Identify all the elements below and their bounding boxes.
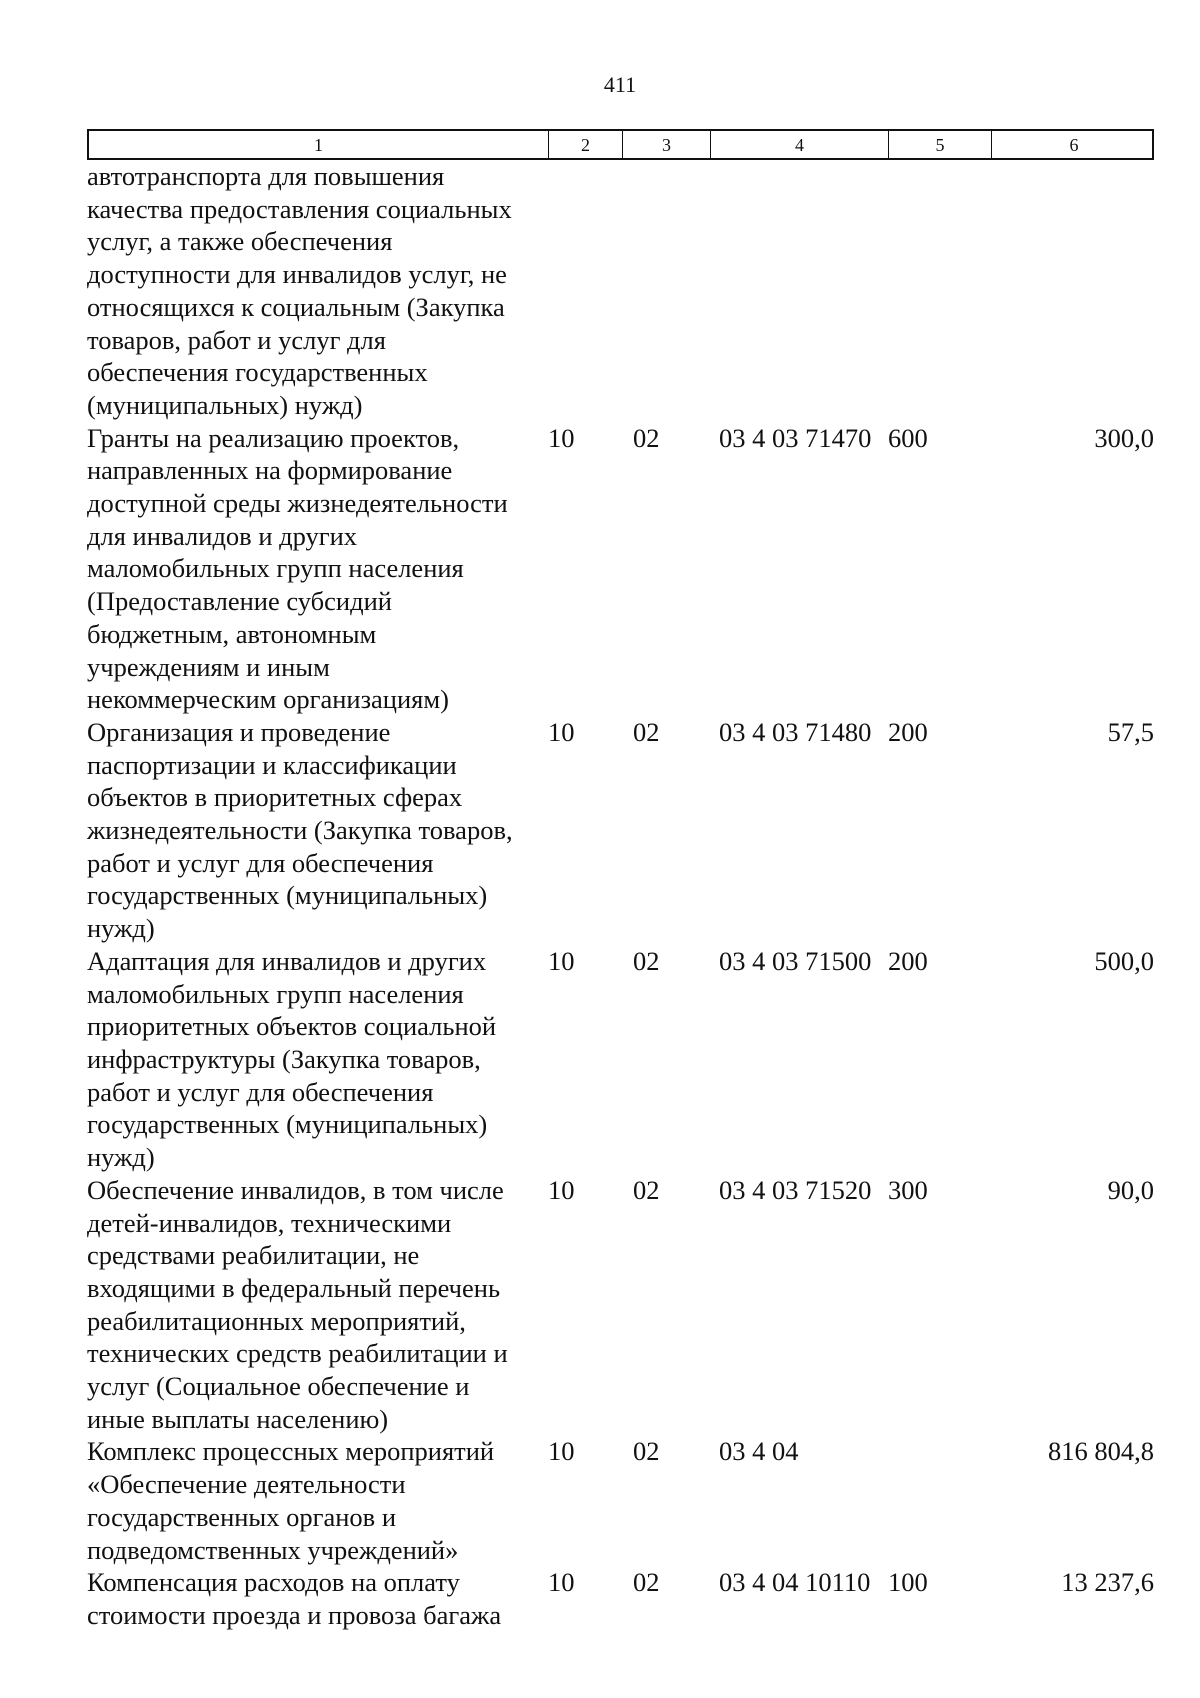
row-subsection: 02 [633,1436,660,1467]
table-row [87,1566,1154,1631]
table-body [87,160,1154,1632]
header-col-5: 5 [889,131,992,159]
table-row [87,1435,1154,1566]
row-name: Обеспечение инвалидов, в том числе детей-инвалидов, техническими средствами реабилитации, не входящими в федеральный перечень реабилитационных мероприятий, технических средств реабилитации и услуг (Социальное обеспечение и иные выплаты населению) [87,1174,508,1434]
row-type: 600 [888,422,928,453]
row-type [887,160,990,422]
row-code [709,160,887,422]
row-amount: 90,0 [1107,1174,1154,1205]
header-col-6: 6 [1069,135,1079,155]
row-section: 10 [548,422,575,453]
row-type: 100 [888,1567,928,1598]
row-amount: 816 804,8 [1048,1436,1154,1467]
row-section: 10 [548,1436,575,1467]
row-amount: 57,5 [1107,716,1154,747]
header-col-2: 2 [549,131,623,159]
row-section: 10 [548,1174,575,1205]
row-code: 03 4 03 71470 [719,422,872,453]
row-name: Гранты на реализацию проектов, направленных на формирование доступной среды жизнедеятельности для инвалидов и других маломобильных групп населения (Предоставление субсидий бюджетным, автономным учреждениям и иным некоммерческим организациям) [87,422,508,715]
row-amount: 500,0 [1094,945,1154,976]
row-type: 200 [888,716,928,747]
row-subsection: 02 [633,716,660,747]
table-row [87,422,1154,716]
row-code: 03 4 03 71480 [719,716,872,747]
row-amount [990,160,1154,422]
row-subsection: 02 [633,422,660,453]
row-code: 03 4 03 71520 [719,1174,872,1205]
table-header [87,129,1154,160]
row-code: 03 4 03 71500 [719,945,872,976]
header-col-1: 1 [89,131,549,159]
row-section: 10 [548,1567,575,1598]
row-subsection: 02 [633,1174,660,1205]
page-number: 411 [603,72,637,97]
row-type: 300 [888,1174,928,1205]
row-code: 03 4 04 10110 [719,1567,871,1598]
row-code: 03 4 04 [719,1436,799,1467]
row-name: Адаптация для инвалидов и других маломобильных групп населения приоритетных объектов социальной инфраструктуры (Закупка товаров, работ и услуг для обеспечения государственных (муниципальных) нужд) [87,945,497,1173]
header-col-3: 3 [623,131,711,159]
row-subsection: 02 [633,945,660,976]
row-section: 10 [548,716,575,747]
row-subsection: 02 [633,1567,660,1598]
row-type: 200 [888,945,928,976]
row-type [887,1435,990,1566]
row-name: Компенсация расходов на оплату стоимости проезда и провоза багажа [87,1567,502,1630]
header-col-4: 4 [711,131,889,159]
row-amount: 300,0 [1094,422,1154,453]
row-amount: 13 237,6 [1061,1567,1154,1598]
table-row [87,945,1154,1174]
row-subsection [621,160,709,422]
row-section: 10 [548,945,575,976]
row-section [547,160,621,422]
table-row [87,1174,1154,1436]
row-name: Организация и проведение паспортизации и классификации объектов в приоритетных сферах жизнедеятельности (Закупка товаров, работ и услуг для обеспечения государственных (муниципальных) нужд) [87,716,513,944]
row-name: автотранспорта для повышения качества предоставления социальных услуг, а также обеспечения доступности для инвалидов услуг, не относящихся к социальным (Закупка товаров, работ и услуг для обеспечения государственных (муниципальных) нужд) [87,161,512,420]
row-name: Комплекс процессных мероприятий «Обеспечение деятельности государственных органов и подведомственных учреждений» [87,1436,495,1565]
table-row [87,160,1154,422]
table-row [87,716,1154,945]
